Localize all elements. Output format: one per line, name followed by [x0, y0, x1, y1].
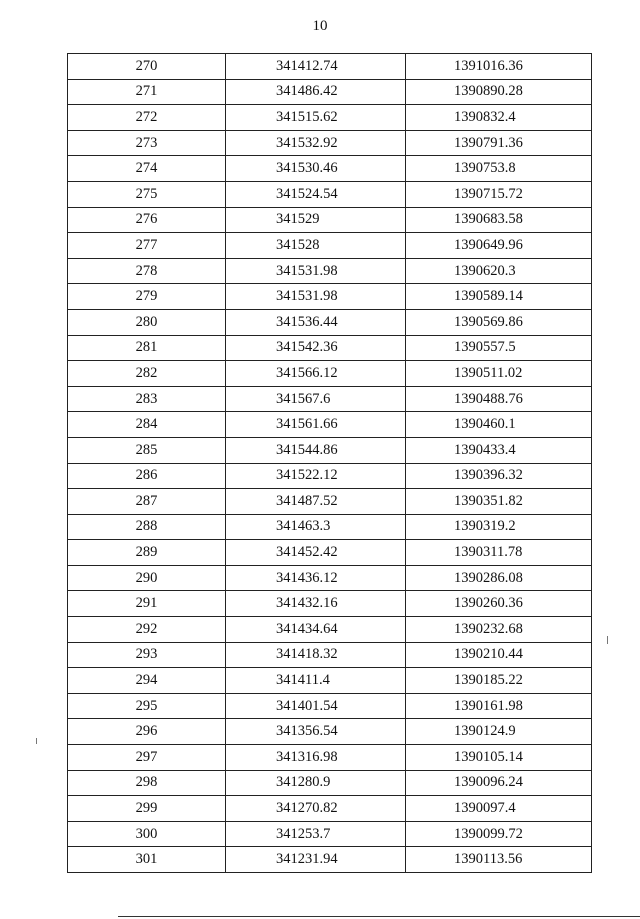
- point-number-cell: 286: [68, 463, 226, 489]
- x-coordinate-cell: 341418.32: [226, 642, 406, 668]
- point-number-cell: 276: [68, 207, 226, 233]
- table-row: [68, 463, 592, 489]
- point-number-cell: 280: [68, 309, 226, 335]
- point-number-cell: 290: [68, 565, 226, 591]
- x-coordinate-cell: 341412.74: [226, 54, 406, 80]
- y-coordinate-cell: 1391016.36: [406, 54, 592, 80]
- x-coordinate-cell: 341280.9: [226, 770, 406, 796]
- table-row: [68, 437, 592, 463]
- x-coordinate-cell: 341487.52: [226, 489, 406, 515]
- point-number-cell: 272: [68, 105, 226, 131]
- point-number-cell: 291: [68, 591, 226, 617]
- x-coordinate-cell: 341566.12: [226, 361, 406, 387]
- y-coordinate-cell: 1390396.32: [406, 463, 592, 489]
- y-coordinate-cell: 1390753.8: [406, 156, 592, 182]
- x-coordinate-cell: 341567.6: [226, 386, 406, 412]
- y-coordinate-cell: 1390683.58: [406, 207, 592, 233]
- y-coordinate-cell: 1390161.98: [406, 693, 592, 719]
- y-coordinate-cell: 1390832.4: [406, 105, 592, 131]
- table-row: [68, 181, 592, 207]
- x-coordinate-cell: 341524.54: [226, 181, 406, 207]
- x-coordinate-cell: 341522.12: [226, 463, 406, 489]
- coordinate-table-body: [68, 54, 592, 873]
- y-coordinate-cell: 1390589.14: [406, 284, 592, 310]
- table-row: [68, 770, 592, 796]
- table-row: [68, 693, 592, 719]
- point-number-cell: 289: [68, 540, 226, 566]
- table-row: [68, 130, 592, 156]
- table-row: [68, 258, 592, 284]
- table-row: [68, 284, 592, 310]
- x-coordinate-cell: 341531.98: [226, 258, 406, 284]
- table-row: [68, 105, 592, 131]
- point-number-cell: 273: [68, 130, 226, 156]
- x-coordinate-cell: 341432.16: [226, 591, 406, 617]
- point-number-cell: 292: [68, 617, 226, 643]
- table-row: [68, 309, 592, 335]
- y-coordinate-cell: 1390260.36: [406, 591, 592, 617]
- x-coordinate-cell: 341231.94: [226, 847, 406, 873]
- y-coordinate-cell: 1390099.72: [406, 821, 592, 847]
- y-coordinate-cell: 1390791.36: [406, 130, 592, 156]
- point-number-cell: 275: [68, 181, 226, 207]
- page-number: 10: [312, 18, 328, 34]
- table-row: [68, 156, 592, 182]
- x-coordinate-cell: 341532.92: [226, 130, 406, 156]
- y-coordinate-cell: 1390620.3: [406, 258, 592, 284]
- y-coordinate-cell: 1390569.86: [406, 309, 592, 335]
- point-number-cell: 300: [68, 821, 226, 847]
- x-coordinate-cell: 341401.54: [226, 693, 406, 719]
- x-coordinate-cell: 341253.7: [226, 821, 406, 847]
- table-row: [68, 79, 592, 105]
- table-row: [68, 335, 592, 361]
- x-coordinate-cell: 341486.42: [226, 79, 406, 105]
- point-number-cell: 297: [68, 745, 226, 771]
- table-row: [68, 361, 592, 387]
- point-number-cell: 278: [68, 258, 226, 284]
- table-row: [68, 719, 592, 745]
- table-row: [68, 847, 592, 873]
- point-number-cell: 293: [68, 642, 226, 668]
- point-number-cell: 294: [68, 668, 226, 694]
- y-coordinate-cell: 1390351.82: [406, 489, 592, 515]
- table-row: [68, 386, 592, 412]
- y-coordinate-cell: 1390649.96: [406, 233, 592, 259]
- x-coordinate-cell: 341561.66: [226, 412, 406, 438]
- point-number-cell: 298: [68, 770, 226, 796]
- table-row: [68, 565, 592, 591]
- point-number-cell: 282: [68, 361, 226, 387]
- point-number-cell: 279: [68, 284, 226, 310]
- x-coordinate-cell: 341515.62: [226, 105, 406, 131]
- y-coordinate-cell: 1390488.76: [406, 386, 592, 412]
- point-number-cell: 281: [68, 335, 226, 361]
- y-coordinate-cell: 1390319.2: [406, 514, 592, 540]
- table-row: [68, 540, 592, 566]
- y-coordinate-cell: 1390185.22: [406, 668, 592, 694]
- x-coordinate-cell: 341542.36: [226, 335, 406, 361]
- y-coordinate-cell: 1390097.4: [406, 796, 592, 822]
- y-coordinate-cell: 1390232.68: [406, 617, 592, 643]
- y-coordinate-cell: 1390311.78: [406, 540, 592, 566]
- table-row: [68, 514, 592, 540]
- x-coordinate-cell: 341529: [226, 207, 406, 233]
- y-coordinate-cell: 1390715.72: [406, 181, 592, 207]
- point-number-cell: 270: [68, 54, 226, 80]
- x-coordinate-cell: 341452.42: [226, 540, 406, 566]
- y-coordinate-cell: 1390460.1: [406, 412, 592, 438]
- table-row: [68, 412, 592, 438]
- x-coordinate-cell: 341528: [226, 233, 406, 259]
- point-number-cell: 299: [68, 796, 226, 822]
- margin-mark: [607, 636, 608, 644]
- coordinate-table: [67, 53, 592, 873]
- x-coordinate-cell: 341411.4: [226, 668, 406, 694]
- x-coordinate-cell: 341356.54: [226, 719, 406, 745]
- point-number-cell: 274: [68, 156, 226, 182]
- y-coordinate-cell: 1390286.08: [406, 565, 592, 591]
- y-coordinate-cell: 1390124.9: [406, 719, 592, 745]
- table-row: [68, 207, 592, 233]
- table-row: [68, 617, 592, 643]
- table-row: [68, 745, 592, 771]
- table-row: [68, 642, 592, 668]
- point-number-cell: 285: [68, 437, 226, 463]
- table-row: [68, 489, 592, 515]
- y-coordinate-cell: 1390433.4: [406, 437, 592, 463]
- x-coordinate-cell: 341436.12: [226, 565, 406, 591]
- x-coordinate-cell: 341536.44: [226, 309, 406, 335]
- y-coordinate-cell: 1390210.44: [406, 642, 592, 668]
- point-number-cell: 277: [68, 233, 226, 259]
- margin-mark: [36, 738, 37, 744]
- table-row: [68, 668, 592, 694]
- y-coordinate-cell: 1390511.02: [406, 361, 592, 387]
- y-coordinate-cell: 1390113.56: [406, 847, 592, 873]
- y-coordinate-cell: 1390557.5: [406, 335, 592, 361]
- y-coordinate-cell: 1390890.28: [406, 79, 592, 105]
- point-number-cell: 301: [68, 847, 226, 873]
- x-coordinate-cell: 341531.98: [226, 284, 406, 310]
- point-number-cell: 287: [68, 489, 226, 515]
- point-number-cell: 284: [68, 412, 226, 438]
- x-coordinate-cell: 341434.64: [226, 617, 406, 643]
- x-coordinate-cell: 341463.3: [226, 514, 406, 540]
- table-row: [68, 591, 592, 617]
- y-coordinate-cell: 1390105.14: [406, 745, 592, 771]
- table-row: [68, 796, 592, 822]
- point-number-cell: 295: [68, 693, 226, 719]
- x-coordinate-cell: 341544.86: [226, 437, 406, 463]
- point-number-cell: 271: [68, 79, 226, 105]
- x-coordinate-cell: 341316.98: [226, 745, 406, 771]
- point-number-cell: 283: [68, 386, 226, 412]
- table-row: [68, 821, 592, 847]
- table-row: [68, 54, 592, 80]
- y-coordinate-cell: 1390096.24: [406, 770, 592, 796]
- x-coordinate-cell: 341270.82: [226, 796, 406, 822]
- point-number-cell: 288: [68, 514, 226, 540]
- point-number-cell: 296: [68, 719, 226, 745]
- table-row: [68, 233, 592, 259]
- bottom-rule: [118, 916, 640, 917]
- x-coordinate-cell: 341530.46: [226, 156, 406, 182]
